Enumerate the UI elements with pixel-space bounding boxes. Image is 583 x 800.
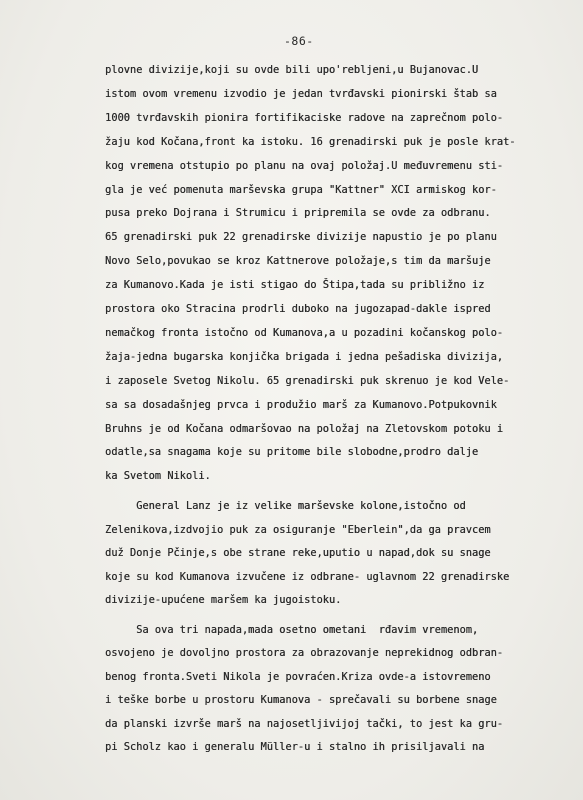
text-line: benog fronta.Sveti Nikola je povraćen.Kriza ovde-a istovremeno [105, 670, 491, 683]
text-line: divizije-upućene maršem ka jugoistoku. [105, 594, 342, 607]
text-line: žaju kod Kočana,front ka istoku. 16 grenadirski puk je posle krat- [105, 135, 516, 148]
text-line: odatle,sa snagama koje su pritome bile slobodne,prodro dalje [105, 446, 479, 459]
text-line: nemačkog fronta istočno od Kumanova,a u pozadini kočanskog polo- [105, 326, 504, 339]
text-line: pusa preko Dojrana i Strumicu i pripremila se ovde za odbranu. [105, 207, 491, 220]
text-line: sa sa dosadašnjeg prvca i produžio marš za Kumanovo.Potpukovnik [105, 398, 497, 411]
text-line: Sa ova tri napada,mada osetno ometani rđavim vremenom, [105, 624, 479, 636]
text-line: prostora oko Stracina prodrli duboko na jugozapad-dakle ispred [105, 303, 491, 315]
text-line: i zaposele Svetog Nikolu. 65 grenadirski puk skrenuo je kod Vele- [105, 374, 510, 387]
text-line: 1000 tvrđavskih pionira fortifikaciske radove na zaprečnom polo- [105, 111, 504, 124]
text-line: duž Donje Pčinje,s obe strane reke,uputio u napad,dok su snage [105, 547, 491, 560]
text-line: pi Scholz kao i generalu Müller-u i stalno ih prisiljavali na [105, 741, 485, 753]
text-line: osvojeno je dovoljno prostora za obrazovanje neprekidnog odbran- [105, 647, 504, 660]
text-line: plovne divizije,koji su ovde bili upo'rebljeni,u Bujanovac.U [105, 64, 479, 76]
text-line: kog vremena otstupio po planu na ovaj položaj.U međuvremenu sti- [105, 159, 504, 172]
page-number: -86- [284, 34, 314, 48]
text-line: za Kumanovo.Kada je isti stigao do Štipa,tada su približno iz [105, 279, 485, 292]
text-line: koje su kod Kumanova izvučene iz odbrane- uglavnom 22 grenadirske [105, 570, 510, 583]
text-line: i teške borbe u prostoru Kumanova - sprečavali su borbene snage [105, 694, 497, 707]
text-line: žaja-jedna bugarska konjička brigada i jedna pešadiska divizija, [105, 350, 504, 363]
text-line: Zelenikova,izdvojio puk za osiguranje "Eberlein",da ga pravcem [105, 523, 491, 536]
text-line: Bruhns je od Kočana odmaršovao na položaj na Zletovskom potoku i [105, 422, 504, 435]
text-line: 65 grenadirski puk 22 grenadirske divizije napustio je po planu [105, 231, 497, 244]
text-line: da planski izvrše marš na najosetljivijoj tački, to jest ka gru- [105, 717, 504, 730]
text-line: istom ovom vremenu izvodio je jedan tvrđavski pionirski štab sa [105, 87, 497, 100]
text-line: Novo Selo,povukao se kroz Kattnerove položaje,s tim da maršuje [105, 255, 491, 268]
text-line: General Lanz je iz velike marševske kolone,istočno od [105, 500, 466, 512]
text-line: ka Svetom Nikoli. [105, 470, 211, 483]
text-line: gla je već pomenuta marševska grupa "Kattner" XCI armiskog kor- [105, 183, 497, 196]
